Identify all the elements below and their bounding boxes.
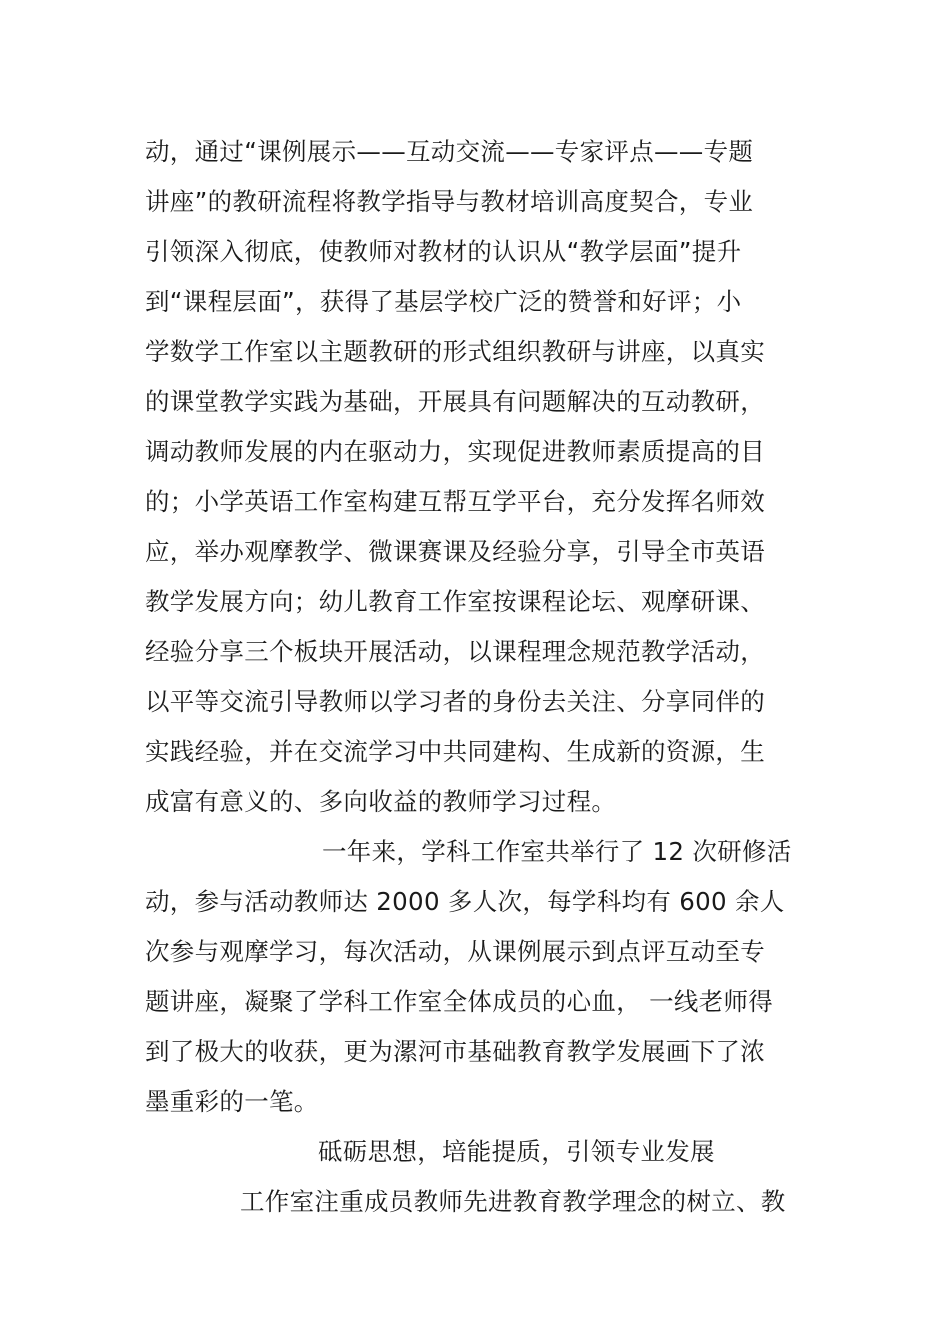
paragraph-2-line: 一年来，学科工作室共举行了 12 次研修活	[322, 837, 792, 866]
paragraph-2-line: 到了极大的收获，更为漯河市基础教育教学发展画下了浓	[145, 1037, 765, 1066]
paragraph-1-line: 实践经验，并在交流学习中共同建构、生成新的资源，生	[145, 737, 765, 766]
paragraph-2-line: 次参与观摩学习，每次活动，从课例展示到点评互动至专	[145, 937, 765, 966]
paragraph-2-line: 题讲座，凝聚了学科工作室全体成员的心血， 一线老师得	[145, 987, 774, 1016]
section-heading: 砥砺思想，培能提质，引领专业发展	[318, 1137, 715, 1166]
paragraph-1-line: 讲座”的教研流程将教学指导与教材培训高度契合，专业	[145, 187, 754, 216]
paragraph-1-line: 教学发展方向；幼儿教育工作室按课程论坛、观摩研课、	[145, 587, 765, 616]
paragraph-1-line: 引领深入彻底，使教师对教材的认识从“教学层面”提升	[145, 237, 742, 266]
paragraph-1-line: 的；小学英语工作室构建互帮互学平台，充分发挥名师效	[145, 487, 765, 516]
paragraph-1-line: 以平等交流引导教师以学习者的身份去关注、分享同伴的	[145, 687, 765, 716]
paragraph-1-line: 的课堂教学实践为基础，开展具有问题解决的互动教研，	[145, 387, 765, 416]
paragraph-1-line: 到“课程层面”，获得了基层学校广泛的赞誉和好评；小	[145, 287, 742, 316]
paragraph-1-line: 经验分享三个板块开展活动，以课程理念规范教学活动，	[145, 637, 765, 666]
paragraph-1-line: 学数学工作室以主题教研的形式组织教研与讲座，以真实	[145, 337, 765, 366]
paragraph-1-line: 调动教师发展的内在驱动力，实现促进教师素质提高的目	[145, 437, 765, 466]
paragraph-1-line: 成富有意义的、多向收益的教师学习过程。	[145, 787, 617, 816]
paragraph-1-line: 应，举办观摩教学、微课赛课及经验分享，引导全市英语	[145, 537, 765, 566]
paragraph-3-line: 工作室注重成员教师先进教育教学理念的树立、教	[240, 1187, 786, 1216]
paragraph-2-line: 墨重彩的一笔。	[145, 1087, 319, 1116]
paragraph-2-line: 动，参与活动教师达 2000 多人次，每学科均有 600 余人	[145, 887, 785, 916]
paragraph-1-line: 动，通过“课例展示——互动交流——专家评点——专题	[145, 137, 754, 166]
